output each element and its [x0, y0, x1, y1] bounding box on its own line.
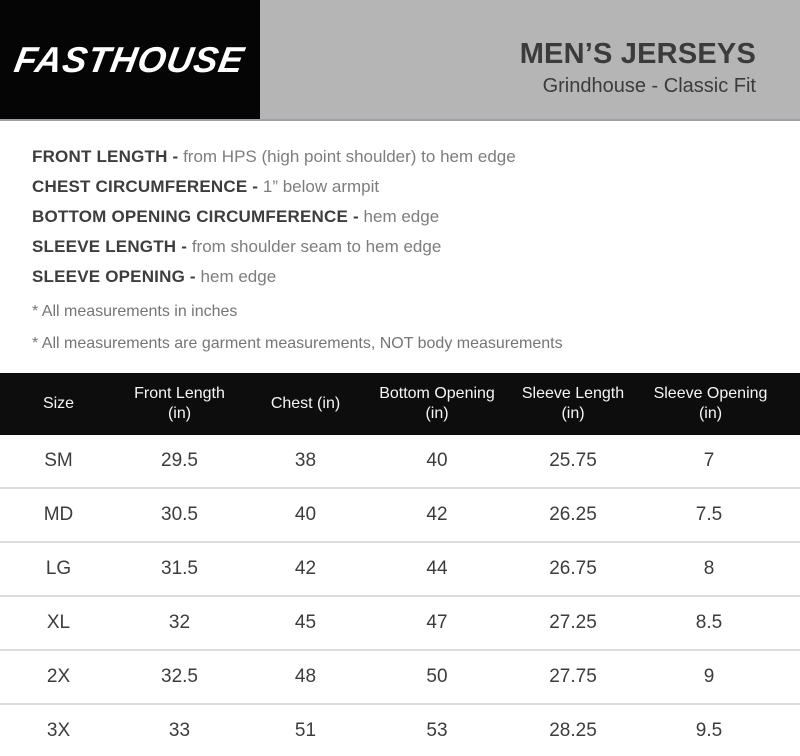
- definition-label: FRONT LENGTH -: [32, 147, 179, 166]
- definition-front-length: [32, 147, 780, 167]
- definition-desc: hem edge: [200, 267, 277, 286]
- sleeve-opening-cell: 9: [641, 650, 800, 704]
- chest-cell: 42: [242, 542, 369, 596]
- size-cell: 3X: [0, 704, 117, 756]
- page-subtitle: Grindhouse - Classic Fit: [542, 74, 756, 97]
- definition-desc: hem edge: [363, 207, 440, 226]
- front-length-cell: 30.5: [117, 488, 242, 542]
- definition-label: CHEST CIRCUMFERENCE -: [32, 177, 259, 196]
- size-cell: SM: [0, 435, 117, 488]
- fasthouse-logo: FASTHOUSE: [11, 38, 249, 80]
- sleeve-opening-cell: 8.5: [641, 596, 800, 650]
- definition-sleeve-opening: [32, 267, 780, 287]
- column-header-sleeve-opening: Sleeve Opening (in): [641, 373, 800, 435]
- front-length-cell: 31.5: [117, 542, 242, 596]
- chest-cell: 40: [242, 488, 369, 542]
- definition-chest-circumference: [32, 177, 780, 197]
- definition-label: SLEEVE OPENING -: [32, 267, 196, 286]
- bottom-opening-cell: 53: [369, 704, 505, 756]
- note-garment: * All measurements are garment measurements, NOT body measurements: [32, 335, 563, 352]
- banner: [0, 0, 800, 121]
- table-row-sm: [0, 435, 800, 488]
- size-cell: XL: [0, 596, 117, 650]
- chest-cell: 45: [242, 596, 369, 650]
- brand-logo-box: [0, 0, 260, 119]
- column-header-bottom-opening: Bottom Opening (in): [369, 373, 505, 435]
- size-chart-header: [0, 373, 800, 435]
- sleeve-opening-cell: 7.5: [641, 488, 800, 542]
- sleeve-length-cell: 27.25: [505, 596, 641, 650]
- front-length-cell: 32.5: [117, 650, 242, 704]
- column-header-chest: Chest (in): [242, 373, 369, 435]
- column-header-size: Size: [0, 373, 117, 435]
- size-cell: 2X: [0, 650, 117, 704]
- bottom-opening-cell: 42: [369, 488, 505, 542]
- sleeve-opening-cell: 7: [641, 435, 800, 488]
- chest-cell: 51: [242, 704, 369, 756]
- header-row: [0, 373, 800, 435]
- table-row-2x: [0, 650, 800, 704]
- sleeve-opening-cell: 9.5: [641, 704, 800, 756]
- sleeve-length-cell: 26.25: [505, 488, 641, 542]
- bottom-opening-cell: 44: [369, 542, 505, 596]
- size-chart-table: [0, 373, 800, 756]
- sleeve-length-cell: 27.75: [505, 650, 641, 704]
- measurement-notes: [32, 302, 780, 354]
- size-cell: LG: [0, 542, 117, 596]
- sleeve-opening-cell: 8: [641, 542, 800, 596]
- front-length-cell: 33: [117, 704, 242, 756]
- front-length-cell: 29.5: [117, 435, 242, 488]
- table-row-lg: [0, 542, 800, 596]
- table-row-3x: [0, 704, 800, 756]
- chest-cell: 38: [242, 435, 369, 488]
- bottom-opening-cell: 50: [369, 650, 505, 704]
- sleeve-length-cell: 25.75: [505, 435, 641, 488]
- definition-sleeve-length: [32, 237, 780, 257]
- definition-desc: from shoulder seam to hem edge: [191, 237, 442, 256]
- sleeve-length-cell: 26.75: [505, 542, 641, 596]
- front-length-cell: 32: [117, 596, 242, 650]
- table-row-md: [0, 488, 800, 542]
- definition-label: BOTTOM OPENING CIRCUMFERENCE -: [32, 207, 359, 226]
- chest-cell: 48: [242, 650, 369, 704]
- page-title: MEN’S JERSEYS: [519, 37, 756, 70]
- banner-title-area: [260, 0, 800, 119]
- definition-desc: from HPS (high point shoulder) to hem edge: [183, 147, 516, 166]
- definition-bottom-opening: [32, 207, 780, 227]
- column-header-front-length: Front Length (in): [117, 373, 242, 435]
- definition-desc: 1” below armpit: [262, 177, 380, 196]
- column-header-sleeve-length: Sleeve Length (in): [505, 373, 641, 435]
- bottom-opening-cell: 47: [369, 596, 505, 650]
- size-cell: MD: [0, 488, 117, 542]
- note-inches: * All measurements in inches: [32, 303, 238, 320]
- sleeve-length-cell: 28.25: [505, 704, 641, 756]
- measurement-definitions: [32, 147, 780, 354]
- definition-label: SLEEVE LENGTH -: [32, 237, 188, 256]
- table-row-xl: [0, 596, 800, 650]
- bottom-opening-cell: 40: [369, 435, 505, 488]
